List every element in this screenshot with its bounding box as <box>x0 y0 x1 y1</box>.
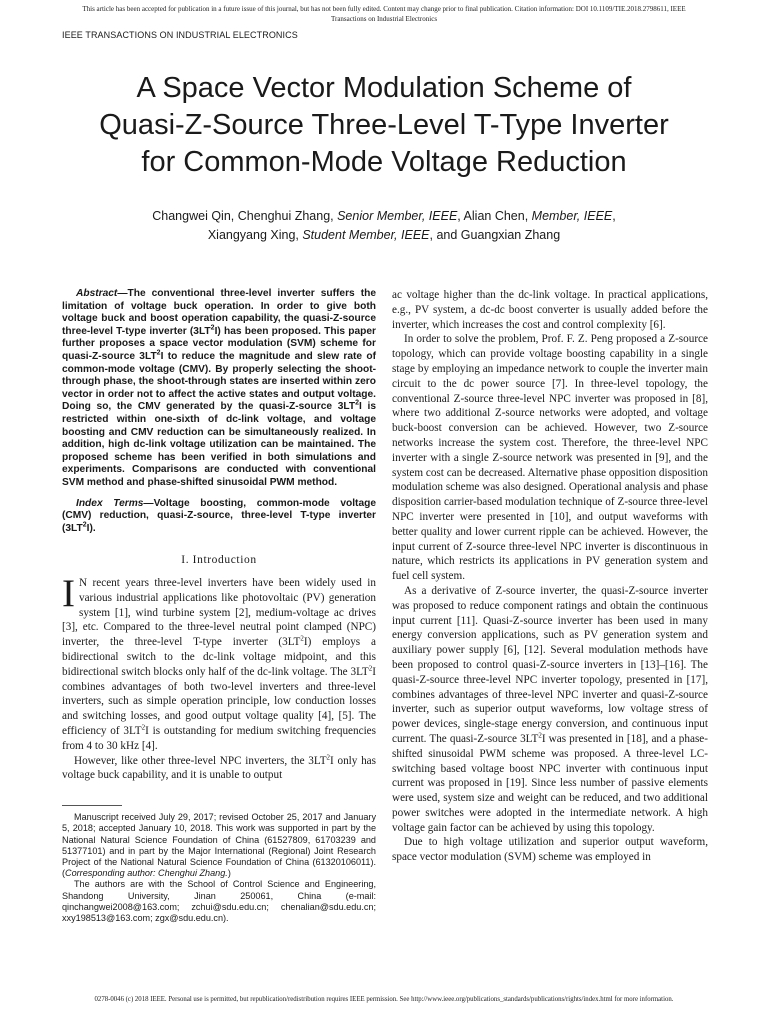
left-column <box>62 288 376 924</box>
index-terms-text: I). <box>86 522 96 534</box>
body-text: However, like other three-level NPC inverters, the 3LT <box>74 754 327 767</box>
right-paragraph-3: Due to high voltage utilization and superior output waveform, space vector modulation (SVM) scheme was employed in <box>392 836 708 864</box>
acceptance-banner <box>20 4 748 24</box>
right-paragraph-0: ac voltage higher than the dc-link voltage. In practical applications, e.g., PV system, a dc-dc boost converter is usually added before the inverter, which increases the cost and control complexity [6]. <box>392 289 708 331</box>
author-list <box>40 207 728 245</box>
footnote-text: Manuscript received July 29, 2017; revised October 25, 2017 and January 5, 2018; accepted January 10, 2018. This work was supported in part by the National Natural Science Foundation of China (61527809, 61703239 and 51377101) and in part by the Major International (Regional) Joint Research Project of the National Natural Science Foundation of China (61320106011). ( <box>62 812 376 879</box>
body-text: I is outstanding for medium switching frequencies from 4 to 30 kHz [4]. <box>62 725 376 752</box>
title-line-2: Quasi-Z-Source Three-Level T-Type Inverter <box>99 109 669 141</box>
author-text: Xiangyang Xing, <box>207 228 303 242</box>
index-terms <box>62 498 376 536</box>
author-text: , <box>612 209 616 223</box>
body-text: As a derivative of Z-source inverter, the quasi-Z-source inverter was proposed to reduce component ratings and obtain the continuous input current [11]. Quasi-Z-source inverter has been used in many energy conversion applications, such as PV generation system and auxiliary power supply [6], [12]. Several modulation methods have been proposed to control quasi-Z-source inverters in [13]–[16]. The quasi-Z-source three-level NPC inverter topology, presented in [17], combines advantages of three-level NPC inverter and quasi-Z-source inverter, such as superior output waveforms, low voltage stress of power devices, single-stage energy conversion, and continuous input current. The quasi-Z-source 3LT <box>392 584 708 745</box>
author-text: , and Guangxian Zhang <box>429 228 561 242</box>
title-line-1: A Space Vector Modulation Scheme of <box>136 72 632 104</box>
abstract-label: Abstract <box>76 288 118 299</box>
superscript: 2 <box>538 731 542 740</box>
index-terms-text: —Voltage boosting, common-mode voltage (CMV) reduction, quasi-Z-source, three-level T-type inverter (3LT <box>62 497 376 534</box>
superscript: 2 <box>368 664 373 673</box>
affiliation-footnote: The authors are with the School of Control Science and Engineering, Shandong University, Jinan 250061, China (e-mail: qinchangwei2008@163.com; zchui@sdu.edu.cn; chenalian@sdu.edu.cn; xxy198513@163.com; zgx@sdu.edu.cn). <box>62 879 376 924</box>
journal-name: IEEE TRANSACTIONS ON INDUSTRIAL ELECTRONICS <box>62 30 298 40</box>
superscript: 2 <box>326 752 331 761</box>
superscript: 2 <box>300 634 304 643</box>
body-text: I combines advantages of both two-level inverters and three-level inverters, such as simple operation principle, low conduction losses and switching losses, and good output voltage quality [4], [5]. The efficiency of 3LT <box>62 665 376 738</box>
abstract-text: I) has been proposed. This paper further proposes a space vector modulation (SVM) scheme for quasi-Z-source 3LT <box>62 325 376 362</box>
superscript: 2 <box>355 399 359 407</box>
body-text: I only has voltage buck capability, and it is unable to output <box>62 754 377 782</box>
drop-cap: I <box>62 572 75 616</box>
body-text: I) employs a bidirectional switch to the dc-link voltage midpoint, and this bidirectional switch blocks only half of the dc-link voltage. The 3LT <box>62 636 377 678</box>
superscript: 2 <box>210 324 215 332</box>
superscript: 2 <box>156 349 161 357</box>
title-line-3: for Common-Mode Voltage Reduction <box>141 146 627 178</box>
paper-title <box>40 70 728 181</box>
right-paragraph-2 <box>392 584 708 836</box>
index-terms-label: Index Terms <box>76 497 144 509</box>
banner-line-2: Transactions on Industrial Electronics <box>330 15 438 23</box>
corresponding-author: Corresponding author: Chenghui Zhang. <box>65 868 228 879</box>
intro-paragraph-1 <box>62 572 377 754</box>
superscript: 2 <box>82 521 87 529</box>
banner-line-1: This article has been accepted for publication in a future issue of this journal, but has not been fully edited. Content may change prior to final publication. Citation information: DOI 10.1109/TIE.2018.2798611, IEEE <box>82 5 686 13</box>
author-role: Senior Member, IEEE <box>337 209 458 223</box>
intro-paragraph-2 <box>62 754 376 784</box>
abstract <box>62 288 376 490</box>
section-heading: I. Introduction <box>181 554 257 567</box>
author-role: Student Member, IEEE <box>302 228 430 242</box>
manuscript-footnote <box>62 812 376 879</box>
right-paragraph-1: In order to solve the problem, Prof. F. Z. Peng proposed a Z-source topology, which can provide voltage boosting capability in a single stage by employing an impedance network to couple the inverter main circuit to the dc power source [7]. In three-level topology, the conventional Z-source three-level NPC inverter was proposed in [8], where two additional Z-source networks were adopted, and voltage buck-boost conversion can be achieved. However, two Z-source networks increase the system cost. Therefore, the three-level NPC inverter with a single Z-source network was presented in [9], and the system cost can be decreased. Alternative phase opposition disposition modulation scheme was also designed. Operational analysis and phase disposition carrier-based modulation technique of Z-source three-level NPC inverter were presented in [10], and output waveforms with better quality and lower current ripple can be achieved. However, the input current of Z-source three-level NPC inverter is discontinuous in nature, which restricts its applications in PV generation system and fuel cell system. <box>392 333 708 583</box>
body-text: I was presented in [18], and a phase-shifted sinusoidal PWM scheme was proposed. A three-level LC-switching based voltage boost NPC inverter with continuous input current was proposed in [19]. Since less number of passive elements were used, system size and weight can be reduced, and two additional power switches were adopted in the intermediate network. A high voltage gain factor can be achieved by using this topology. <box>392 732 708 834</box>
author-role: Member, IEEE <box>531 209 613 223</box>
footnote-divider <box>62 805 122 806</box>
abstract-text: I is restricted within one-sixth of dc-link voltage, and voltage boosting and CMV reduction can be simultaneously realized. In addition, high dc-link voltage utilization can be maintained. The proposed scheme has been verified in both simulations and experiments. Comparisons are conducted with conventional SVM method and phase-shifted sinusoidal PWM method. <box>62 401 376 488</box>
author-text: Changwei Qin, Chenghui Zhang, <box>152 209 338 223</box>
right-column <box>392 288 708 865</box>
footnote-text: ) <box>227 868 231 879</box>
author-text: , Alian Chen, <box>457 209 532 223</box>
copyright-footer: 0278-0046 (c) 2018 IEEE. Personal use is permitted, but republication/redistribution requires IEEE permission. See http://www.ieee.org/publications_standards/publications/rights/index.html for more information. <box>94 996 674 1003</box>
abstract-text: I to reduce the magnitude and slew rate of common-mode voltage (CMV). By properly selecting the shoot-through phase, the shoot-through states are inserted within zero vector in order not to affect the active states and output voltage. Doing so, the CMV generated by the quasi-Z-source 3LT <box>62 350 376 413</box>
body-text: N recent years three-level inverters have been widely used in various industrial applications like photovoltaic (PV) generation system [1], wind turbine system [2], medium-voltage ac drives [3], etc. Compared to the three-level neutral point clamped (NPC) inverter, the three-level T-type inverter (3LT <box>62 577 376 649</box>
superscript: 2 <box>141 723 146 732</box>
abstract-text: —The conventional three-level inverter suffers the limitation of voltage buck operation. In order to give both voltage buck and boost operation capability, the quasi-Z-source three-level T-type inverter (3LT <box>62 288 376 337</box>
